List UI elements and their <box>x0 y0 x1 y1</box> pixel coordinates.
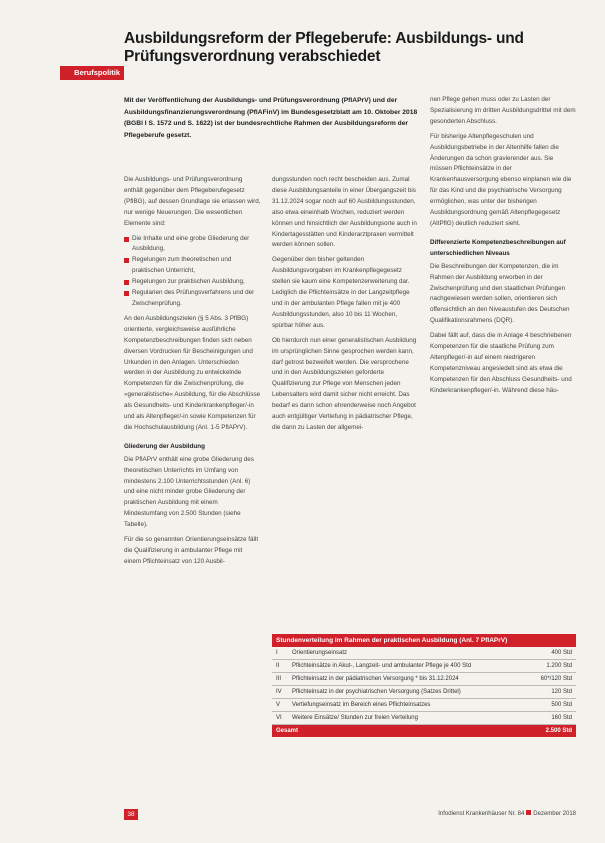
col3-para4: Dabei fällt auf, dass die in Anlage 4 beschriebenen Kompetenzen für die staatliche Prüfung zum Altenpfleger/-in auf einem niedrigeren Kompetenzniveau angesiedelt sind als etwa die Kompetenzen für den Abschluss Gesundheits- und Kinderkrankenpfleger/-in. Während diese häu- <box>430 332 572 394</box>
col2-para1: dungsstunden noch recht bescheiden aus. Zumal diese Ausbildungsanteile in einer Übergangszeit bis 31.12.2024 sogar noch auf 60 Ausbildungsstunden, also etwa eineinhalb Wochen, reduziert werden können und hinsichtlich der Ausbildungsorte auch in Kindertagesstätten und Kinderarztpraxen vermittelt werden können sollen. <box>272 176 417 249</box>
table-row <box>272 660 576 673</box>
col3-para2: Für bisherige Altenpflegeschulen und Ausbildungsbetriebe in der Altenhilfe fallen die Änderungen da schon gravierender aus. Sie müssen Pflichteinsätze in der Krankenhausversorgung ebenso einplanen wie die für das Kind und die psychiatrische Versorgung ermöglichen, was unter der bisherigen Ausbildungsordnung gemäß Altenpflegegesetz (AltPflG) deutlich reduziert sieht. <box>430 132 572 227</box>
row-label: Pflichteinsätze in Akut-, Langzeit- und ambulanter Pflege je 400 Std <box>292 663 472 669</box>
row-value: 120 Std <box>551 689 572 695</box>
col1-para4: Für die so genannten Orientierungseinsätze fällt die Qualifizierung in ambulanter Pflege mit einem Pflichteinsatz von 120 Ausbil- <box>124 536 259 565</box>
table-row <box>272 699 576 712</box>
bullet-list <box>124 234 261 310</box>
table-row <box>272 673 576 686</box>
page-number: 38 <box>124 809 138 820</box>
col3-para1: nen Pflege gehen muss oder zu Lasten der Spezialisierung im dritten Ausbildungsdrittel mit dem gesonderten Abschluss. <box>430 96 576 125</box>
table-row <box>272 647 576 660</box>
row-value: 500 Std <box>551 702 572 708</box>
column-2 <box>272 175 417 438</box>
total-value: 2.500 Std <box>545 728 572 734</box>
publication-name: Infodienst Krankenhäuser Nr. 84 <box>438 811 525 817</box>
col3-para3: Die Beschreibungen der Kompetenzen, die im Rahmen der Ausbildung erworben in der Zwischenprüfung und den staatlichen Prüfungen nachgewiesen werden sollen, orientieren sich offensichtlich an den Niveaustufen des Deutschen Qualifikationsrahmens (DQR). <box>430 262 570 325</box>
row-label: Orientierungseinsatz <box>292 650 348 656</box>
row-value: 160 Std <box>551 715 572 721</box>
bullet-item: Regelungen zum theoretischen und praktischen Unterricht, <box>124 255 261 277</box>
lead-paragraph: Mit der Veröffentlichung der Ausbildungs- und Prüfungsverordnung (PflAPrV) und der Ausbildungsfinanzierungsverordnung (PflAFinV) im Bundesgesetzblatt am 10. Oktober 2018 (BGBl I S. 1572 und S. 1622) ist der bundesrechtliche Rahmen der Ausbildungsreform der Pflegeberufe gesetzt. <box>124 97 418 139</box>
table-row <box>272 712 576 725</box>
footer <box>430 810 576 817</box>
col1-intro: Die Ausbildungs- und Prüfungsverordnung enthält gegenüber dem Pflegeberufegesetz (PflBG), auf dessen Grundlage sie erlassen wird, nur wenige Neuerungen. Die wesentlichen Elemente sind: <box>124 176 261 227</box>
table-total-row <box>272 725 576 737</box>
subheading-kompetenz: Differenzierte Kompetenzbeschreibungen auf unterschiedlichen Niveaus <box>430 238 566 257</box>
row-number: VI <box>276 715 282 721</box>
row-label: Pflichteinsatz in der pädiatrischen Versorgung * bis 31.12.2024 <box>292 676 459 682</box>
bullet-item: Die Inhalte und eine grobe Gliederung der Ausbildung, <box>124 234 261 256</box>
total-label: Gesamt <box>276 728 299 734</box>
row-label: Weitere Einsätze/ Stunden zur freien Verteilung <box>292 715 418 721</box>
col2-para3: Ob hierdurch nun einer generalistischen Ausbildung im ursprünglichen Sinne gesprochen werden kann, darf getrost bezweifelt werden. Die versprochene und in den Ausbildungszielen geforderte Qualifizierung zur Pflege von Menschen jeden Lebensalters wird damit sicher nicht erreicht. Das bedarf es dann schon ehrenderweise noch Angebot auch entgültiger Vertiefung in pädiatrischer Pflege, die dann zu Lasten der allgemei- <box>272 336 417 431</box>
row-number: I <box>276 650 278 656</box>
row-number: III <box>276 676 282 682</box>
row-value: 1.200 Std <box>546 663 572 669</box>
col1-para3: Die PflAPrV enthält eine grobe Gliederung des theoretischen Unterrichts im Umfang von mindestens 2.100 Unterrichtsstunden (Anl. 6) und eine nicht minder grobe Gliederung der praktischen Ausbildung mit einem Mindestumfang von 2.500 Stunden (siehe Tabelle). <box>124 455 254 529</box>
column-3 <box>430 95 576 401</box>
section-tag: Berufspolitik <box>60 66 124 80</box>
separator-square-icon <box>526 810 531 815</box>
bullet-item: Regularien des Prüfungsverfahrens und der Zwischenprüfung. <box>124 288 261 310</box>
table-title: Stundenverteilung im Rahmen der praktischen Ausbildung (Anl. 7 PflAPrV) <box>272 634 576 647</box>
subheading-gliederung: Gliederung der Ausbildung <box>124 442 205 450</box>
table-row <box>272 686 576 699</box>
row-value: 400 Std <box>551 650 572 656</box>
row-value: 60*/120 Std <box>540 676 572 682</box>
page-title: Ausbildungsreform der Pflegeberufe: Ausbildungs- und Prüfungsverordnung verabschiedet <box>124 30 524 65</box>
row-label: Pflichteinsatz in der psychiatrischen Versorgung (Satzes Drittel) <box>292 689 461 695</box>
row-label: Vertiefungseinsatz im Bereich eines Pflichteinsatzes <box>292 702 431 708</box>
publication-date: Dezember 2018 <box>533 811 576 817</box>
row-number: II <box>276 663 280 669</box>
row-number: V <box>276 702 281 708</box>
row-number: IV <box>276 689 282 695</box>
col2-para2: Gegenüber den bisher geltenden Ausbildungsvorgaben im Krankenpflegegesetz stellen sie kaum eine Kompetenzerweiterung dar. Lediglich die Pflichteinsätze in der Langzeitpflege und in der ambulanten Pflege fallen mit je 400 Ausbildungsstunden, also 10 bis 11 Wochen, spürbar höher aus. <box>272 256 410 329</box>
hours-table <box>272 634 576 737</box>
column-1 <box>124 175 261 572</box>
bullet-item: Regelungen zur praktischen Ausbildung, <box>124 277 261 288</box>
col1-para2: An den Ausbildungszielen (§ 5 Abs. 3 PflBG) orientierte, vergleichsweise ausführliche Kompetenzbeschreibungen finden sich neben diversen Vordrucken für Bescheinigungen und Urkunden in den Anlagen. Unterschieden werden in der Ausbildung zu entwickelnde Kompetenzen für die Zwischenprüfung, die »generalistische« Ausbildung, für die Abschlüsse als Gesundheits- und Kinderkrankenpfleger/-in und als Altenpfleger/-in sowie Kompetenzen für die Hochschulausbildung (Anl. 1-5 PflAPrV). <box>124 314 261 431</box>
